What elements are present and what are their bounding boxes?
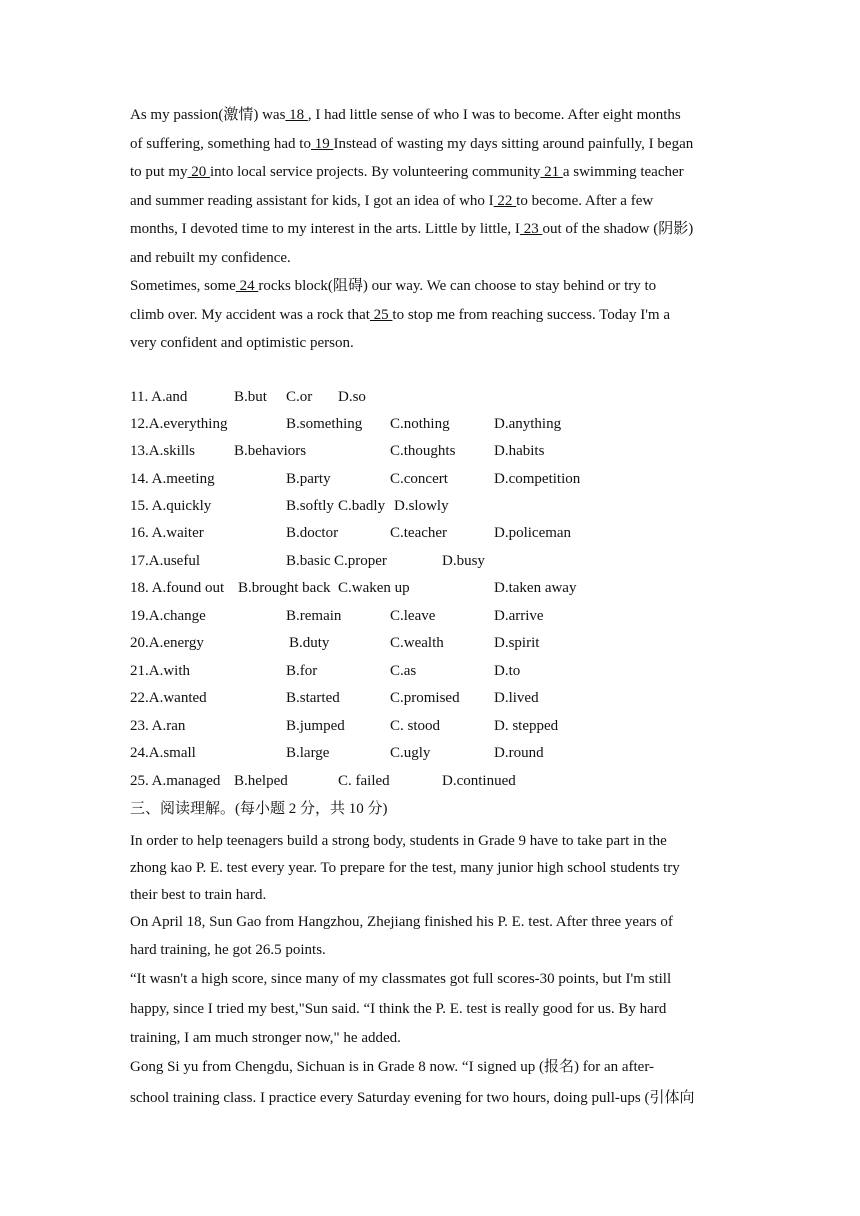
blank-25: 25 [369, 306, 393, 323]
text-line: zhong kao P. E. test every year. To prepare for the test, many junior high school students try [130, 860, 680, 876]
option-d: D.policeman [494, 525, 572, 541]
text-line [130, 244, 735, 273]
text-line [130, 158, 735, 187]
option-c: C.proper [334, 553, 387, 569]
blank-24: 24 [235, 278, 259, 294]
text: and rebuilt my confidence. [130, 249, 291, 266]
blank-21: 21 [540, 164, 563, 181]
option-d: D.continued [442, 773, 516, 789]
option-a: 25. A.managed [130, 773, 221, 789]
cloze-paragraph-1 [130, 101, 735, 273]
option-a: 23. A.ran [130, 718, 186, 734]
option-a: 13.A.skills [130, 443, 196, 459]
option-d: D.habits [494, 443, 545, 459]
option-a: 17.A.useful [130, 553, 200, 569]
option-b: B.doctor [286, 525, 339, 541]
option-d: D.so [338, 389, 366, 405]
option-b: B.large [286, 745, 330, 761]
text-line [130, 187, 735, 216]
option-d: D.competition [494, 471, 581, 487]
option-a: 14. A.meeting [130, 471, 215, 487]
option-b: B.but [234, 389, 267, 405]
text: of suffering, something had to [130, 135, 311, 152]
option-a: 24.A.small [130, 745, 196, 761]
option-d: D.taken away [494, 580, 577, 596]
option-d: D.spirit [494, 635, 540, 651]
option-a: 20.A.energy [130, 635, 204, 651]
option-b: B.basic [286, 553, 331, 569]
option-b: B.for [286, 663, 318, 679]
blank-18: 18 [285, 107, 308, 123]
option-a: 19.A.change [130, 608, 206, 624]
text-line [130, 215, 735, 244]
text: months, I devoted time to my interest in the arts. Little by little, I [130, 221, 520, 238]
option-b: B.helped [234, 773, 288, 789]
option-c: C.thoughts [390, 443, 456, 459]
option-c: C.teacher [390, 525, 448, 541]
text: a swimming teacher [562, 164, 684, 181]
option-b: B.party [286, 471, 331, 487]
text-line: Gong Si yu from Chengdu, Sichuan is in Grade 8 now. “I signed up (报名) for an after- [130, 1059, 655, 1075]
text-line: hard training, he got 26.5 points. [130, 942, 326, 958]
option-c: C.waken up [338, 580, 410, 596]
option-d: D.lived [494, 690, 539, 706]
text: As my passion(激情) was [130, 107, 286, 123]
text: Sometimes, some [130, 278, 236, 294]
option-a: 12.A.everything [130, 416, 228, 432]
blank-22: 22 [493, 192, 517, 209]
text: to stop me from reaching success. Today I'm a [392, 306, 670, 323]
text-line [130, 329, 735, 358]
option-c: C. stood [390, 718, 441, 734]
text: very confident and optimistic person. [130, 335, 354, 352]
option-d: D.slowly [394, 498, 449, 514]
option-c: C.or [286, 389, 313, 405]
option-a: 15. A.quickly [130, 498, 212, 514]
section-title: 三、阅读理解。(每小题 2 分，共 10 分) [130, 801, 388, 817]
option-b: B.something [286, 416, 363, 432]
option-b: B.started [286, 690, 340, 706]
blank-23: 23 [519, 221, 543, 238]
option-c: C.badly [338, 498, 386, 514]
text: to put my [130, 164, 188, 181]
option-c: C.leave [390, 608, 436, 624]
text: , I had little sense of who I was to become. After eight months [307, 107, 681, 123]
option-b: B.brought back [238, 580, 331, 596]
option-c: C.concert [390, 471, 448, 487]
text-line [130, 130, 735, 159]
option-c: C.nothing [390, 416, 450, 432]
option-b: B.duty [289, 635, 330, 651]
option-b: B.softly [286, 498, 334, 514]
option-b: B.jumped [286, 718, 345, 734]
option-b: B.behaviors [234, 443, 307, 459]
option-d: D.anything [494, 416, 562, 432]
text-line [130, 272, 735, 301]
option-c: C. failed [338, 773, 390, 789]
option-d: D.round [494, 745, 544, 761]
text: rocks block(阻碍) our way. We can choose to stay behind or try to [258, 278, 657, 294]
option-d: D.busy [442, 553, 485, 569]
option-a: 22.A.wanted [130, 690, 207, 706]
text: and summer reading assistant for kids, I got an idea of who I [130, 192, 494, 209]
option-d: D. stepped [494, 718, 559, 734]
text-line [130, 301, 735, 330]
text-line [130, 101, 735, 130]
text-line: On April 18, Sun Gao from Hangzhou, Zhejiang finished his P. E. test. After three years of [130, 914, 673, 930]
blank-19: 19 [310, 135, 334, 152]
option-c: C.ugly [390, 745, 431, 761]
text-line: In order to help teenagers build a strong body, students in Grade 9 have to take part in the [130, 833, 667, 849]
blank-20: 20 [187, 164, 211, 181]
option-a: 16. A.waiter [130, 525, 204, 541]
option-b: B.remain [286, 608, 342, 624]
text: Instead of wasting my days sitting around painfully, I began [333, 135, 694, 152]
text-line: their best to train hard. [130, 887, 267, 903]
option-a: 18. A.found out [130, 580, 225, 596]
option-c: C.wealth [390, 635, 444, 651]
option-a: 11. A.and [130, 389, 188, 405]
text: into local service projects. By volunteering community [210, 164, 541, 181]
text-line: school training class. I practice every Saturday evening for two hours, doing pull-ups (引体向 [130, 1090, 695, 1106]
text: out of the shadow (阴影) [542, 221, 694, 238]
text: to become. After a few [516, 192, 654, 209]
cloze-paragraph-2 [130, 272, 735, 358]
text-line: training, I am much stronger now," he added. [130, 1030, 401, 1046]
option-c: C.promised [390, 690, 460, 706]
option-d: D.arrive [494, 608, 544, 624]
option-d: D.to [494, 663, 521, 679]
option-c: C.as [390, 663, 417, 679]
text-line: happy, since I tried my best,"Sun said. “I think the P. E. test is really good for us. By hard [130, 1001, 667, 1017]
option-a: 21.A.with [130, 663, 190, 679]
text-line: “It wasn't a high score, since many of my classmates got full scores-30 points, but I'm still [130, 971, 672, 987]
text: climb over. My accident was a rock that [130, 306, 370, 323]
